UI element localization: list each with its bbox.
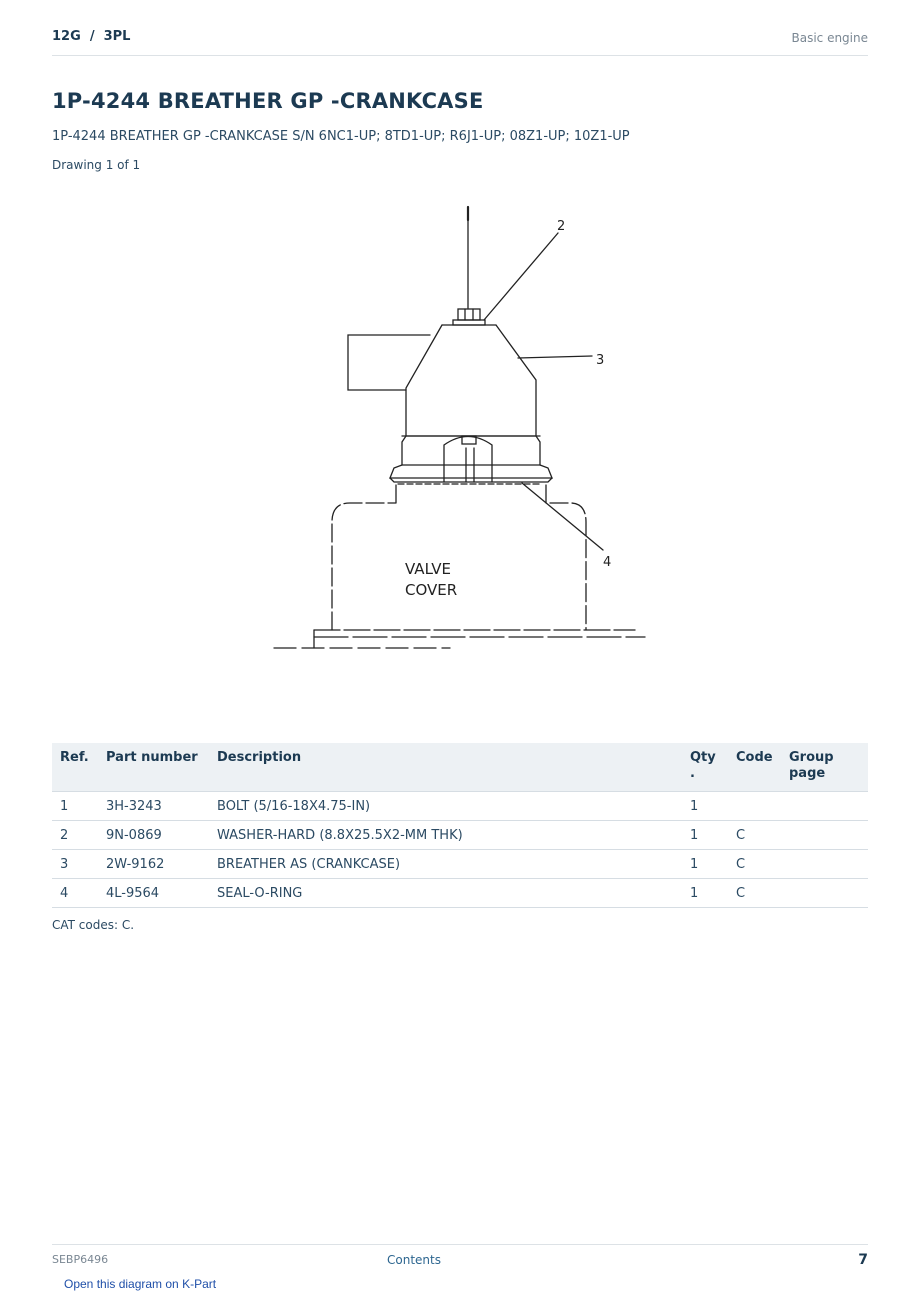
page-number: 7 (858, 1252, 868, 1268)
parts-table (52, 743, 868, 908)
cell-description: WASHER-HARD (8.8X25.5X2-MM THK) (209, 821, 682, 850)
header-description: Description (209, 743, 682, 792)
callout-3: 3 (596, 353, 605, 368)
header-qty: Qty . (682, 743, 728, 792)
page-title: 1P-4244 BREATHER GP -CRANKCASE (52, 89, 484, 113)
cell-ref: 4 (52, 879, 98, 908)
cell-code: C (728, 821, 781, 850)
breadcrumb: 12G / 3PL (52, 29, 131, 44)
cell-qty: 1 (682, 821, 728, 850)
cell-part-number: 9N-0869 (98, 821, 209, 850)
footer-divider (52, 1244, 868, 1245)
breather-outlet (348, 335, 430, 390)
bolt-head (458, 309, 480, 320)
cell-description: BOLT (5/16-18X4.75-IN) (209, 792, 682, 821)
header-part-number: Part number (98, 743, 209, 792)
cell-ref: 1 (52, 792, 98, 821)
cell-code: C (728, 850, 781, 879)
cell-group-page (781, 792, 868, 821)
cell-qty: 1 (682, 850, 728, 879)
cell-code: C (728, 879, 781, 908)
header-ref: Ref. (52, 743, 98, 792)
callout-4: 4 (603, 555, 612, 570)
page-subtitle: 1P-4244 BREATHER GP -CRANKCASE S/N 6NC1-UP; 8TD1-UP; R6J1-UP; 08Z1-UP; 10Z1-UP (52, 129, 630, 144)
breather-collar (402, 436, 540, 465)
cell-ref: 3 (52, 850, 98, 879)
header-code: Code (728, 743, 781, 792)
valve-cover-outline (332, 485, 396, 630)
cell-description: SEAL-O-RING (209, 879, 682, 908)
valve-label: VALVE (405, 560, 452, 578)
callout-2-leader (484, 233, 558, 320)
callout-2: 2 (557, 219, 566, 234)
header-group-page: Group page (781, 743, 868, 792)
cell-group-page (781, 879, 868, 908)
callout-4-leader (522, 483, 603, 550)
cell-description: BREATHER AS (CRANKCASE) (209, 850, 682, 879)
table-row (52, 850, 868, 879)
table-row (52, 821, 868, 850)
callout-3-leader (518, 356, 592, 358)
cell-code (728, 792, 781, 821)
breather-body (406, 325, 536, 436)
drawing-count: Drawing 1 of 1 (52, 158, 141, 172)
breather-diagram (260, 200, 660, 700)
table-header-row (52, 743, 868, 792)
cell-group-page (781, 850, 868, 879)
contents-link[interactable]: Contents (387, 1253, 441, 1267)
header-divider (52, 55, 868, 56)
cell-part-number: 4L-9564 (98, 879, 209, 908)
cell-part-number: 2W-9162 (98, 850, 209, 879)
breather-flange (390, 465, 552, 478)
open-k-part-link[interactable]: Open this diagram on K-Part (64, 1277, 217, 1291)
cat-codes-note: CAT codes: C. (52, 918, 135, 932)
cover-label: COVER (405, 581, 458, 599)
inner-stem (444, 437, 492, 483)
cell-group-page (781, 821, 868, 850)
cell-part-number: 3H-3243 (98, 792, 209, 821)
cell-qty: 1 (682, 792, 728, 821)
cell-qty: 1 (682, 879, 728, 908)
table-row (52, 792, 868, 821)
section-name: Basic engine (791, 31, 868, 45)
document-id: SEBP6496 (52, 1253, 109, 1266)
table-row (52, 879, 868, 908)
cell-ref: 2 (52, 821, 98, 850)
